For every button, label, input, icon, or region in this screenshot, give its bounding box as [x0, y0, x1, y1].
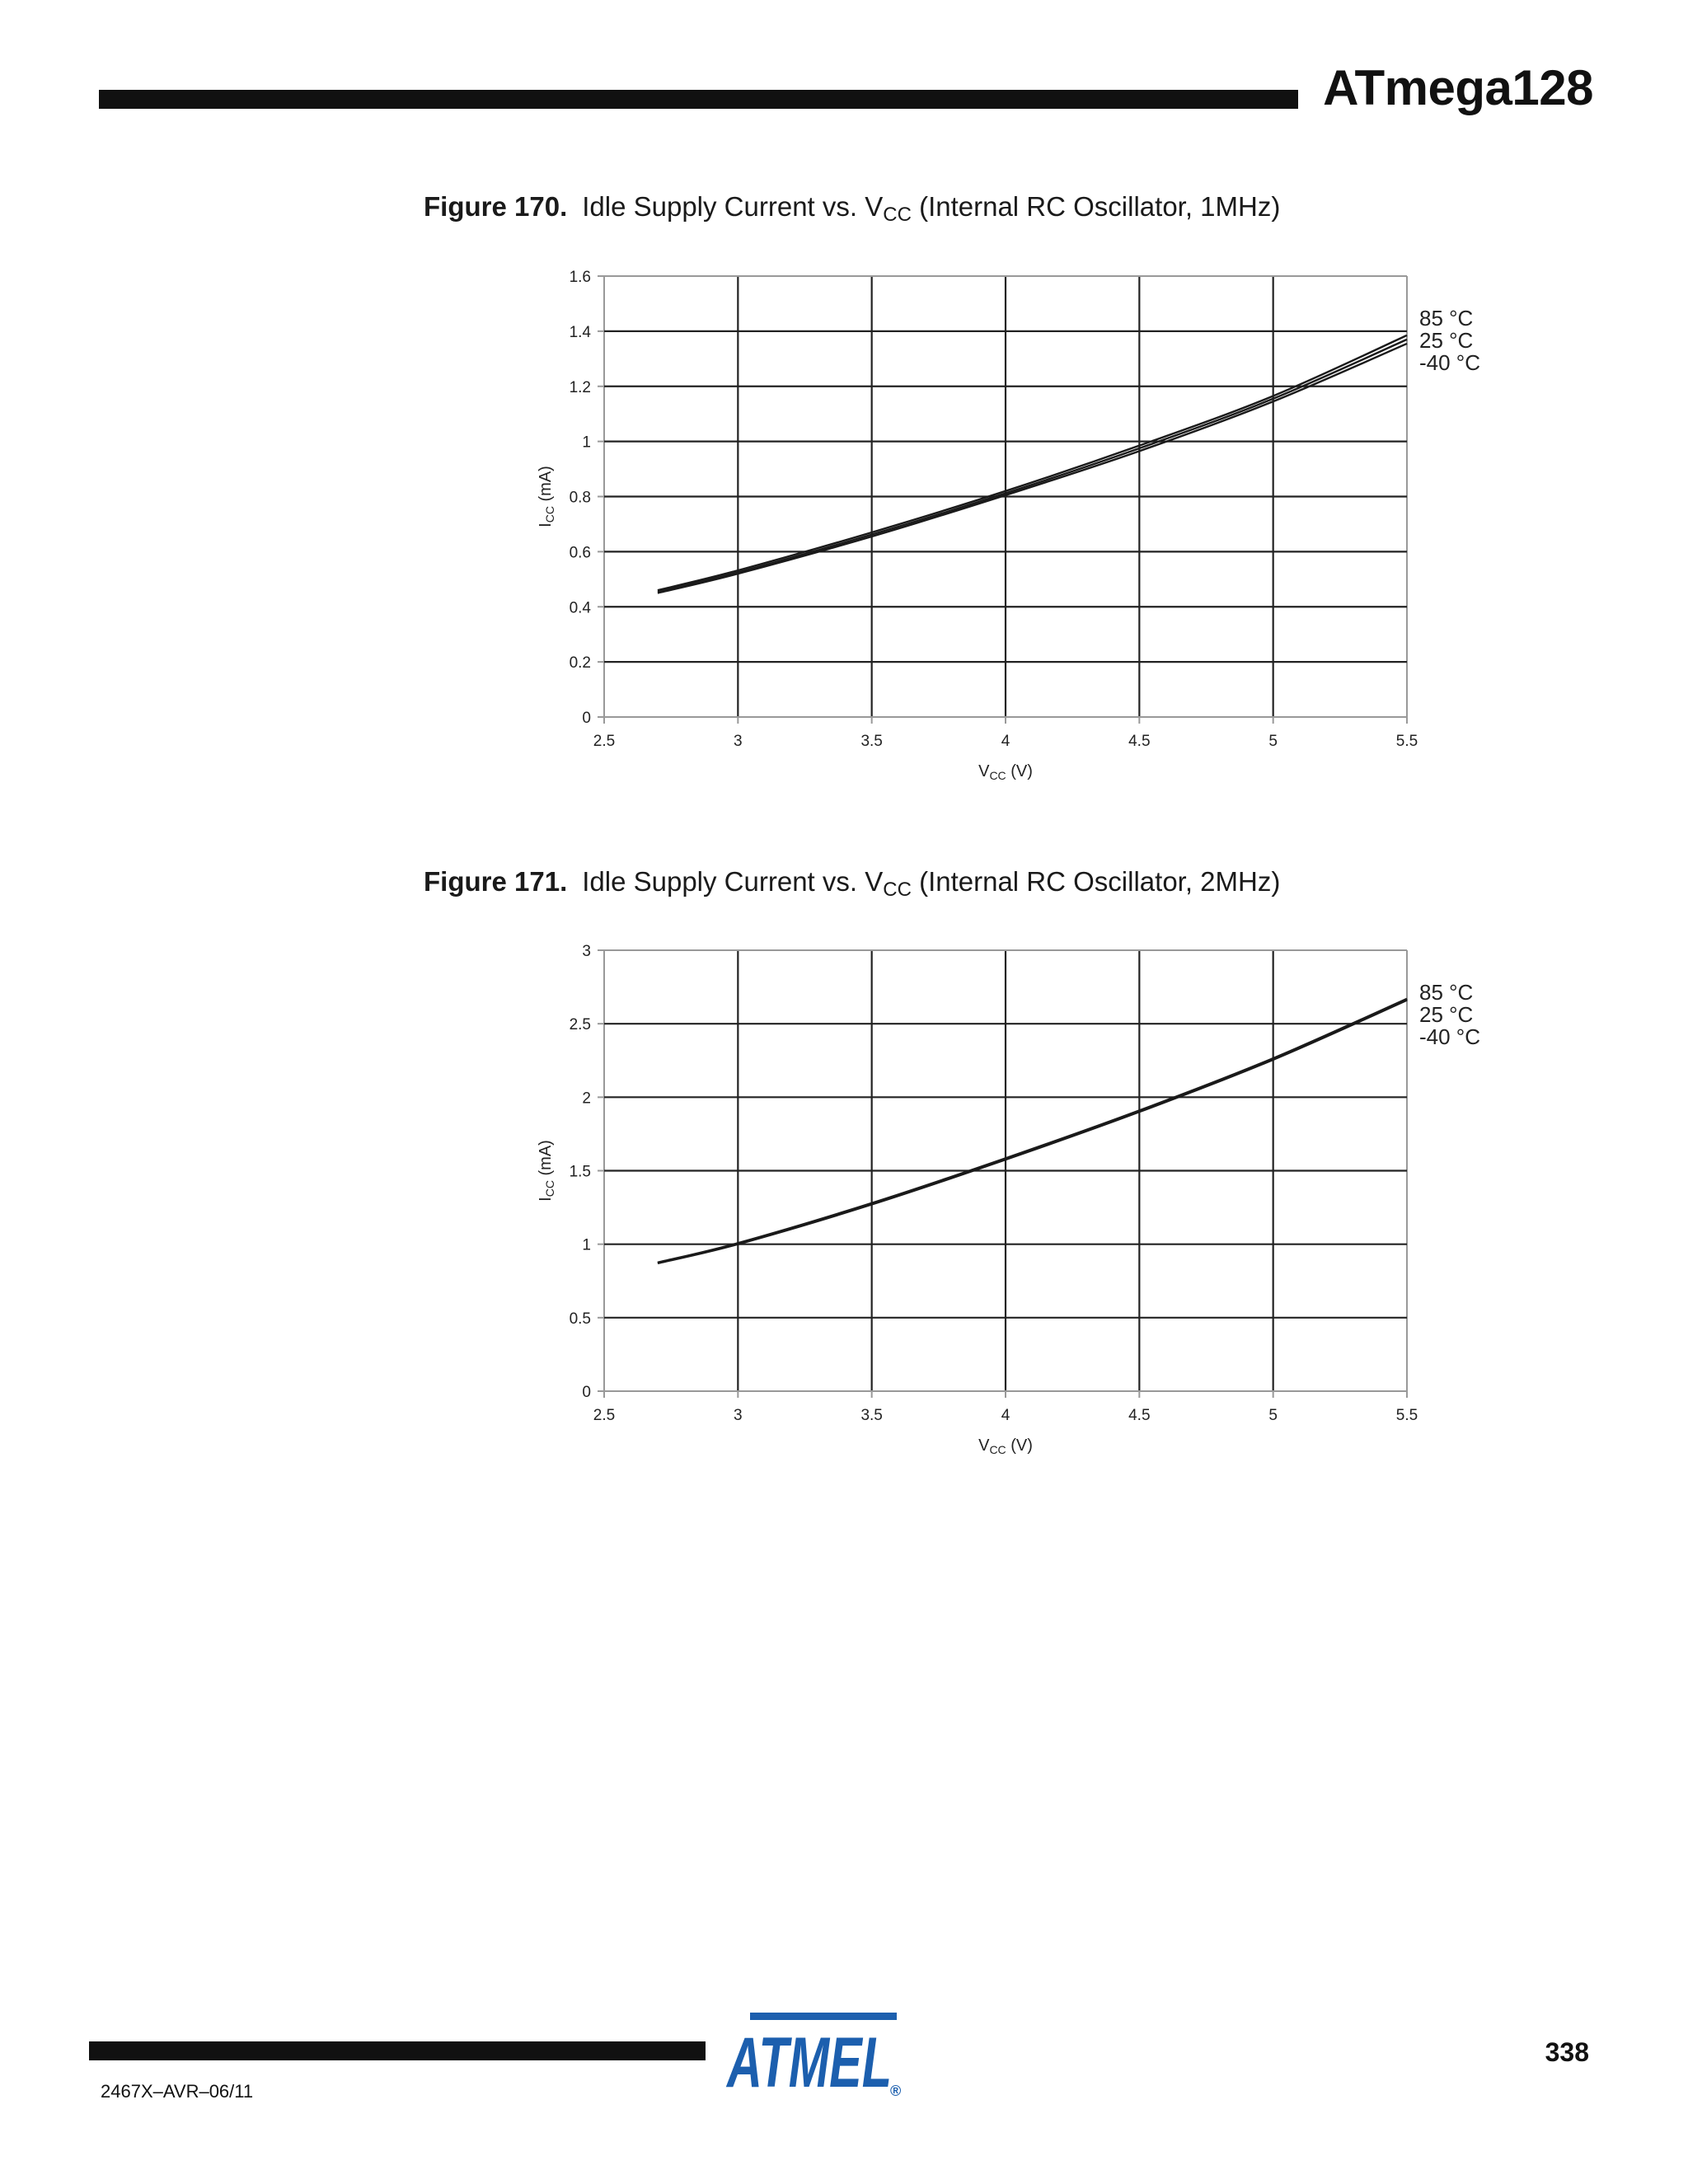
legend-label-1: 25 °C [1419, 328, 1474, 353]
y-tick-label: 1.6 [569, 269, 591, 286]
x-axis-title-main: V [978, 1436, 990, 1455]
grid-lines [598, 950, 1407, 1398]
series-line-0 [658, 344, 1407, 593]
figure-171-chart [0, 921, 1688, 1482]
y-tick-label: 1.4 [569, 323, 591, 341]
figure-170-caption [424, 191, 1280, 227]
y-axis-title-sub: CC [543, 1180, 556, 1197]
x-tick-label: 4 [1001, 1407, 1010, 1424]
y-tick-label: 2 [582, 1090, 591, 1108]
figure-170-number: Figure 170. [424, 191, 568, 222]
x-tick-label: 3.5 [860, 733, 883, 750]
x-tick-label: 5 [1268, 733, 1278, 750]
document-code: 2467X–AVR–06/11 [101, 2081, 254, 2102]
legend-label-2: -40 °C [1419, 1024, 1480, 1049]
atmel-logo-text: ATMEL [725, 2023, 892, 2093]
y-tick-label: 1 [582, 1236, 591, 1254]
series-line-2 [658, 999, 1407, 1263]
x-tick-label: 5.5 [1395, 733, 1418, 750]
figure-171-caption [424, 866, 1280, 902]
x-axis-title-rest: (V) [1006, 762, 1033, 780]
y-tick-label: 1 [582, 434, 591, 452]
figure-170-title-rest: (Internal RC Oscillator, 1MHz) [911, 191, 1281, 222]
y-tick-label: 3 [582, 943, 591, 960]
x-tick-label: 4.5 [1128, 1407, 1151, 1424]
y-axis-title-main: I [537, 1197, 555, 1202]
figure-170-title-sub: CC [883, 204, 912, 226]
x-axis-title-sub: CC [989, 1443, 1006, 1456]
legend-label-0: 85 °C [1419, 306, 1474, 330]
x-axis-title [978, 762, 1033, 782]
grid-lines [598, 276, 1407, 724]
x-axis-title [978, 1436, 1033, 1456]
y-tick-label: 2.5 [569, 1016, 591, 1034]
y-axis-title [537, 466, 556, 527]
page-title: ATmega128 [1323, 60, 1593, 115]
y-axis-title-rest: (mA) [537, 466, 555, 507]
y-tick-label: 0 [582, 1384, 591, 1401]
series-line-0 [658, 1001, 1407, 1263]
x-tick-label: 5.5 [1395, 1407, 1418, 1424]
y-axis-title [537, 1140, 556, 1202]
x-tick-label: 2.5 [593, 1407, 616, 1424]
y-tick-label: 0.6 [569, 544, 591, 562]
y-tick-label: 1.2 [569, 378, 591, 396]
legend-label-0: 85 °C [1419, 980, 1474, 1005]
atmel-logo [725, 2011, 903, 2097]
figure-171-title-main: Idle Supply Current vs. V [582, 866, 884, 897]
y-tick-label: 0.2 [569, 654, 591, 673]
footer-rule [89, 2041, 706, 2060]
y-tick-label: 0.4 [569, 599, 591, 617]
atmel-logo-mark [725, 2011, 903, 2093]
y-tick-label: 0.5 [569, 1310, 591, 1328]
figure-170-chart [0, 247, 1688, 808]
x-axis-title-sub: CC [989, 769, 1006, 782]
x-tick-label: 4.5 [1128, 733, 1151, 750]
y-tick-label: 1.5 [569, 1163, 591, 1181]
figure-171-title-rest: (Internal RC Oscillator, 2MHz) [911, 866, 1281, 897]
page-number: 338 [1545, 2037, 1589, 2067]
x-tick-label: 5 [1268, 1407, 1278, 1424]
x-tick-label: 4 [1001, 733, 1010, 750]
series-line-1 [658, 340, 1407, 592]
y-tick-label: 0 [582, 710, 591, 727]
figure-170-title-main: Idle Supply Current vs. V [582, 191, 884, 222]
y-axis-title-sub: CC [543, 506, 556, 523]
figure-171-title-sub: CC [883, 879, 912, 901]
x-tick-label: 3.5 [860, 1407, 883, 1424]
y-tick-label: 0.8 [569, 489, 591, 507]
x-tick-label: 3 [734, 1407, 743, 1424]
legend-label-1: 25 °C [1419, 1002, 1474, 1027]
y-axis-title-rest: (mA) [537, 1140, 555, 1181]
header-rule [99, 90, 1298, 109]
x-axis-title-rest: (V) [1006, 1436, 1033, 1455]
registered-mark-icon: ® [890, 2083, 902, 2099]
x-tick-label: 3 [734, 733, 743, 750]
legend-label-2: -40 °C [1419, 350, 1480, 375]
x-axis-title-main: V [978, 762, 990, 780]
y-axis-title-main: I [537, 523, 555, 527]
series-line-1 [658, 1000, 1407, 1263]
x-tick-label: 2.5 [593, 733, 616, 750]
figure-171-number: Figure 171. [424, 866, 568, 897]
